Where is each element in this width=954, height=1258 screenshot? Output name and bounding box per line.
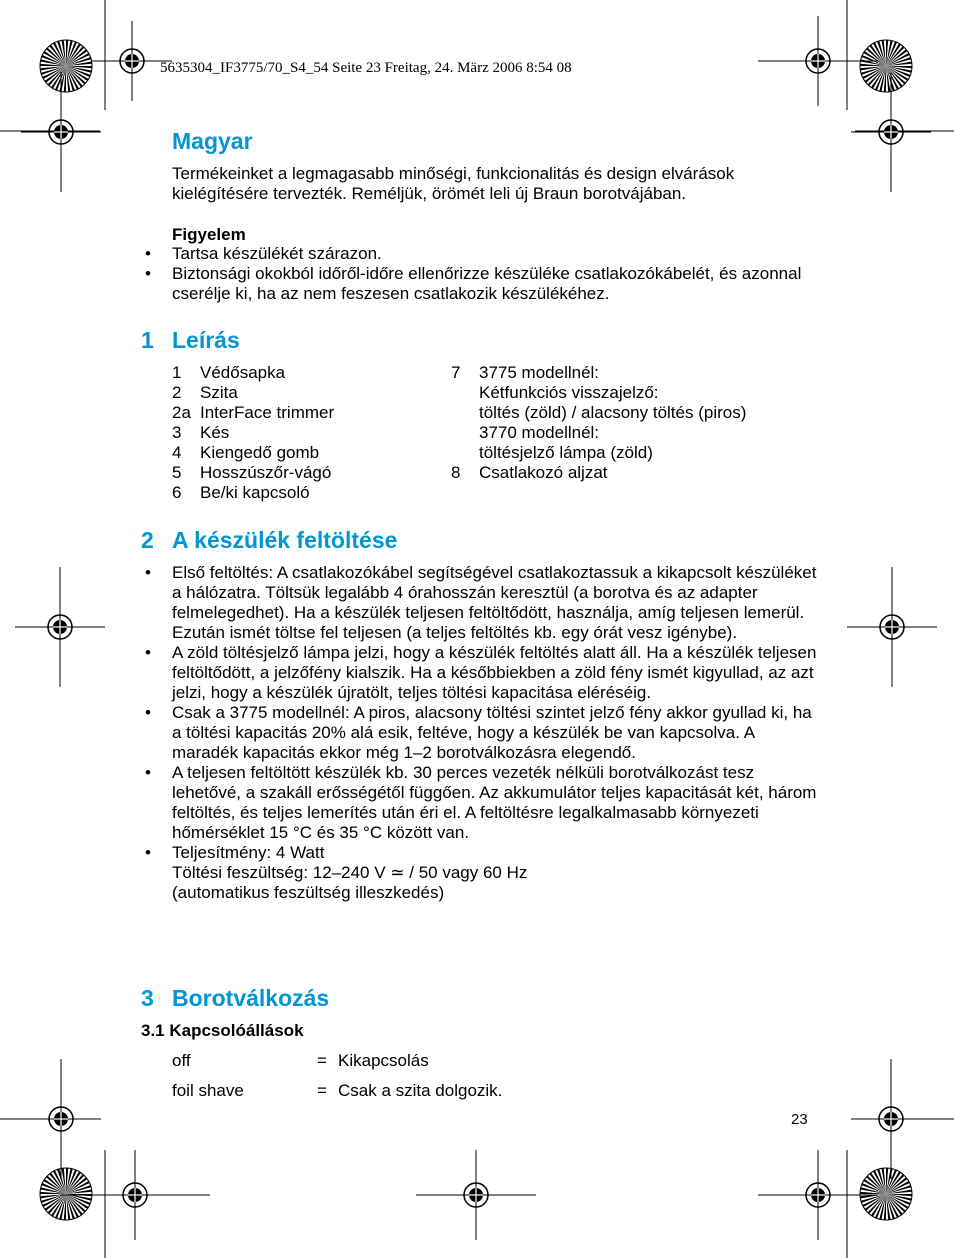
bullet-icon: • xyxy=(145,643,151,662)
bullet-icon: • xyxy=(145,264,151,283)
list-item: 7 3775 modellnél: Kétfunkciós visszajelző: töltés (zöld) / alacsony töltés (piros) 3770 modellnél: töltésjelző lámpa (zöld) xyxy=(451,363,747,462)
print-header: 5635304_IF3775/70_S4_54 Seite 23 Freitag, 24. März 2006 8:54 08 xyxy=(160,60,572,76)
registration-mark-right-middle xyxy=(847,567,937,687)
bullet-icon: • xyxy=(145,703,151,722)
section-number: 1 xyxy=(141,327,154,353)
list-item: 2a InterFace trimmer xyxy=(172,403,335,422)
subsection-title: 3.1 Kapcsolóállások xyxy=(141,1021,304,1040)
registration-mark-left-middle xyxy=(15,567,105,687)
language-title: Magyar xyxy=(172,128,253,154)
parts-list-left xyxy=(172,363,334,503)
list-item: 2 Szita xyxy=(172,383,238,402)
registration-mark-bottom-center xyxy=(416,1150,536,1240)
list-item: • A zöld töltésjelző lámpa jelzi, hogy a készülék feltöltés alatt áll. Ha a készülék teljesen feltöltődött, a jelzőfény kialszik. Ha a későbbiekben a zöld fény ismét kigyullad, az azt jelzi, hogy a készülék újratölt, teljes töltési kapacitása eléréséig. xyxy=(145,643,817,702)
charging-list xyxy=(142,563,822,903)
parts-list-right xyxy=(451,363,746,483)
list-item: 4 Kiengedő gomb xyxy=(172,443,320,462)
list-item: • Csak a 3775 modellnél: A piros, alacsony töltési szintet jelző fény akkor gyullad ki, ha a töltési kapacitás 20% alá esik, feltéve, hogy a készülék be van kapcsolva. A maradék kapacitás ekkor még 1–2 borotválkozásra elegendő. xyxy=(145,703,812,762)
list-item: 6 Be/ki kapcsoló xyxy=(172,483,310,502)
bullet-icon: • xyxy=(145,244,151,263)
list-item: 8 Csatlakozó aljzat xyxy=(451,463,608,482)
bullet-icon: • xyxy=(145,763,151,782)
caution-list xyxy=(142,244,822,304)
page-number: 23 xyxy=(791,1111,808,1128)
starburst-mark-bottom-left xyxy=(38,1166,94,1222)
list-item: • A teljesen feltöltött készülék kb. 30 perces vezeték nélküli borotválkozást tesz lehetővé, a szakáll erősségétől függően. Az akkumulátor teljes kapacitását két, három feltöltés, és teljes lemerítés után éri el. A feltöltésre legalkalmasabb környezeti hőmérséklet 15 °C és 35 °C között van. xyxy=(145,763,817,842)
section-number: 3 xyxy=(141,985,154,1011)
intro-text: Termékeinket a legmagasabb minőségi, funkcionalitás és design elvárások kielégítésére tervezték. Reméljük, örömét leli új Braun borotvájában. xyxy=(172,164,735,203)
list-item: 3 Kés xyxy=(172,423,230,442)
list-item: • Teljesítmény: 4 Watt Töltési feszültség: 12–240 V ≃ / 50 vagy 60 Hz (automatikus feszültség illeszkedés) xyxy=(145,843,528,902)
bullet-icon: • xyxy=(145,563,151,582)
section-heading-description xyxy=(141,327,441,355)
section-title: Borotválkozás xyxy=(172,985,330,1011)
list-item: • Tartsa készülékét szárazon. xyxy=(145,244,382,263)
bullet-icon: • xyxy=(145,843,151,862)
section-number: 2 xyxy=(141,527,154,553)
starburst-mark-bottom-right xyxy=(858,1166,914,1222)
caution-title: Figyelem xyxy=(172,225,246,244)
list-item: • Biztonsági okokból időről-időre ellenőrizze készüléke csatlakozókábelét, és azonnal cserélje ki, ha az nem feszesen csatlakozik készülékéhez. xyxy=(145,264,802,303)
section-title: Leírás xyxy=(172,327,240,353)
section-title: A készülék feltöltése xyxy=(172,527,398,553)
section-heading-charging xyxy=(141,527,541,555)
section-heading-shaving xyxy=(141,985,541,1013)
list-item: 1 Védősapka xyxy=(172,363,286,382)
starburst-mark-top-left xyxy=(38,38,94,94)
list-item: • Első feltöltés: A csatlakozókábel segítségével csatlakoztassuk a kikapcsolt készüléket a hálózatra. Töltsük legalább 4 órahosszán keresztül (a borotva és az adapter felmelegedhet). Ha a készülék teljesen feltöltődött, használja, amíg teljesen lemerül. Ezután ismét töltse fel teljesen (a teljes feltöltés kb. egy órát vesz igénybe). xyxy=(145,563,817,642)
list-item: 5 Hosszúszőr-vágó xyxy=(172,463,332,482)
starburst-mark-top-right xyxy=(858,38,914,94)
